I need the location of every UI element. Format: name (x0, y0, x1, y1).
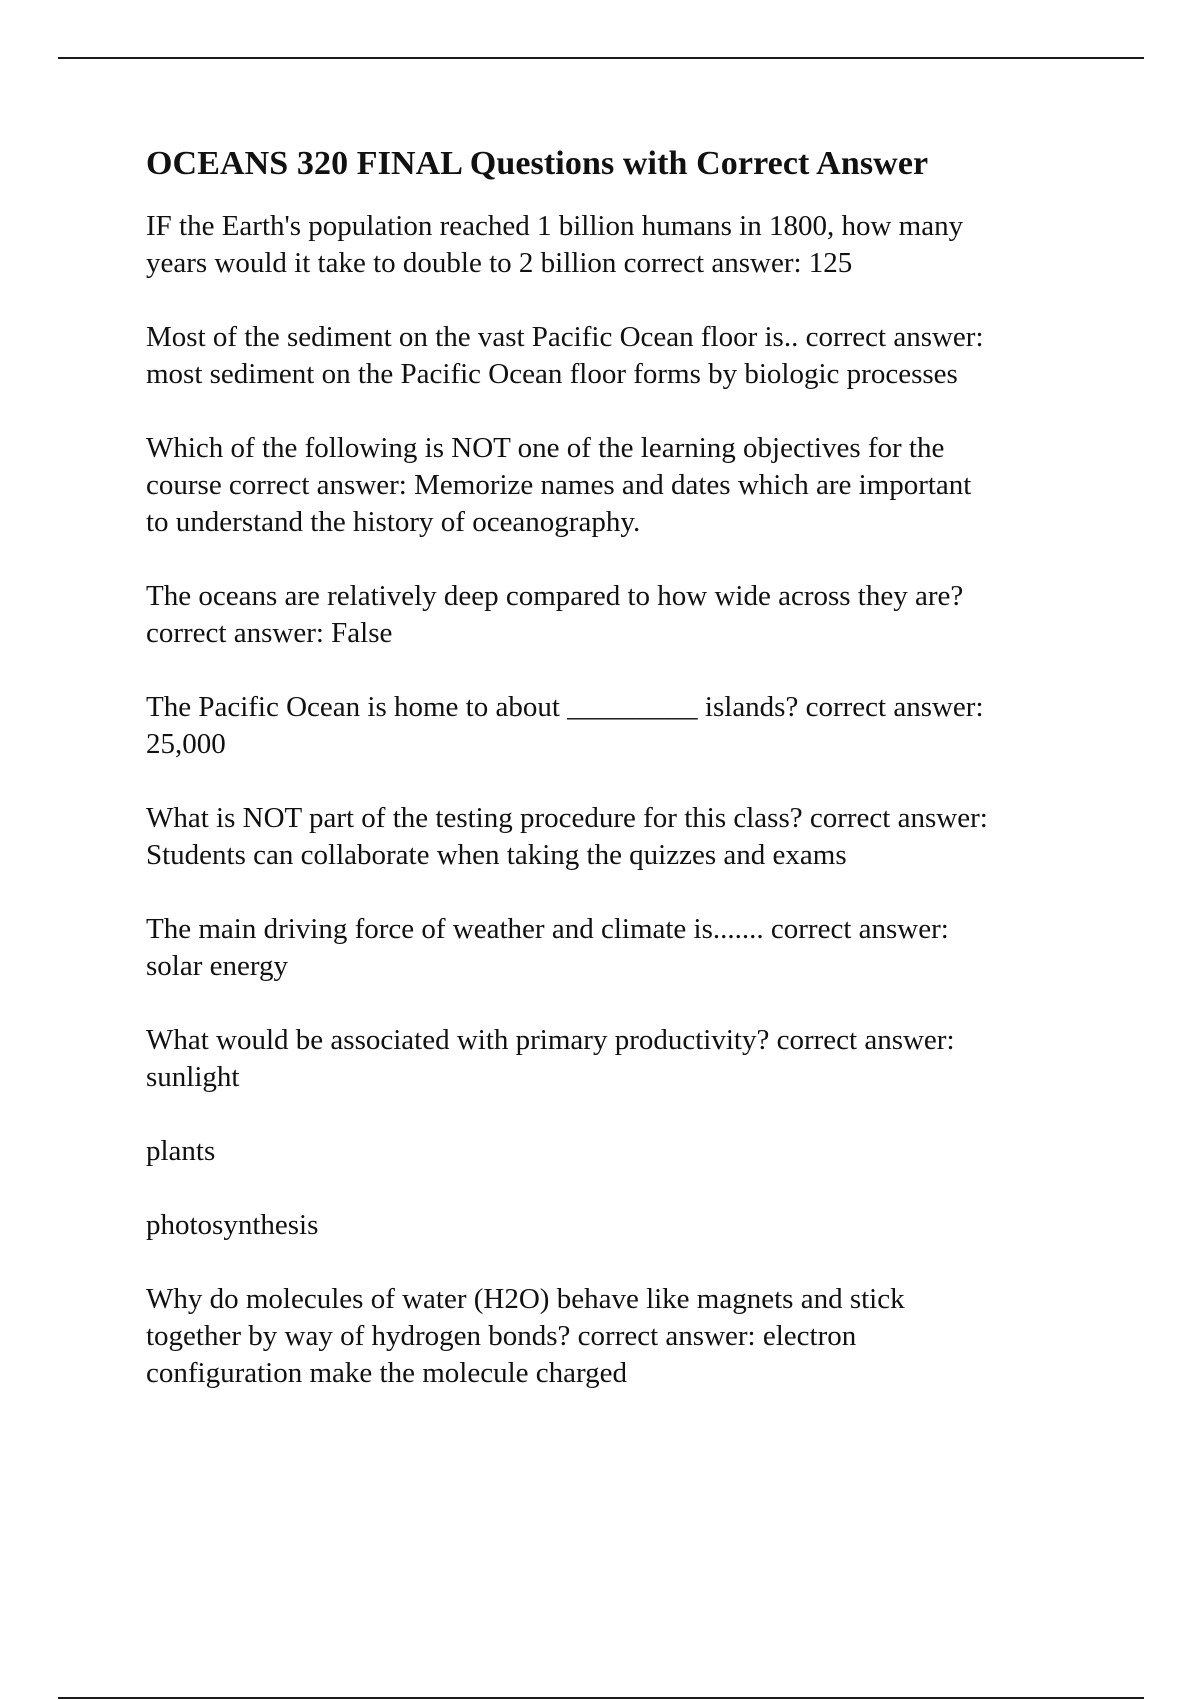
question-answer-4: The oceans are relatively deep compared to how wide across they are? correct answer: False (146, 580, 964, 649)
answer-continuation-photosynthesis: photosynthesis (146, 1209, 319, 1241)
document-title: OCEANS 320 FINAL Questions with Correct Answer (146, 145, 929, 182)
question-answer-1: IF the Earth's population reached 1 billion humans in 1800, how many years would it take to double to 2 billion correct answer: 125 (146, 210, 964, 279)
question-answer-8: What would be associated with primary productivity? correct answer: sunlight (146, 1024, 955, 1093)
answer-continuation-plants: plants (146, 1135, 216, 1167)
question-answer-7: The main driving force of weather and climate is....... correct answer: solar energy (146, 913, 949, 982)
question-answer-list (146, 208, 1096, 1392)
document-body (146, 140, 1096, 1429)
bottom-divider (58, 1697, 1144, 1699)
question-answer-5: The Pacific Ocean is home to about _________ islands? correct answer: 25,000 (146, 691, 984, 760)
top-divider (58, 57, 1144, 59)
question-answer-2: Most of the sediment on the vast Pacific Ocean floor is.. correct answer: most sediment on the Pacific Ocean floor forms by biologic processes (146, 321, 984, 390)
question-answer-6: What is NOT part of the testing procedure for this class? correct answer: Students can collaborate when taking the quizzes and exams (146, 802, 988, 871)
question-answer-3: Which of the following is NOT one of the learning objectives for the course correct answer: Memorize names and dates which are important to understand the history of oceanography. (146, 432, 972, 538)
question-answer-9: Why do molecules of water (H2O) behave like magnets and stick together by way of hydrogen bonds? correct answer: electron configuration make the molecule charged (146, 1283, 905, 1389)
